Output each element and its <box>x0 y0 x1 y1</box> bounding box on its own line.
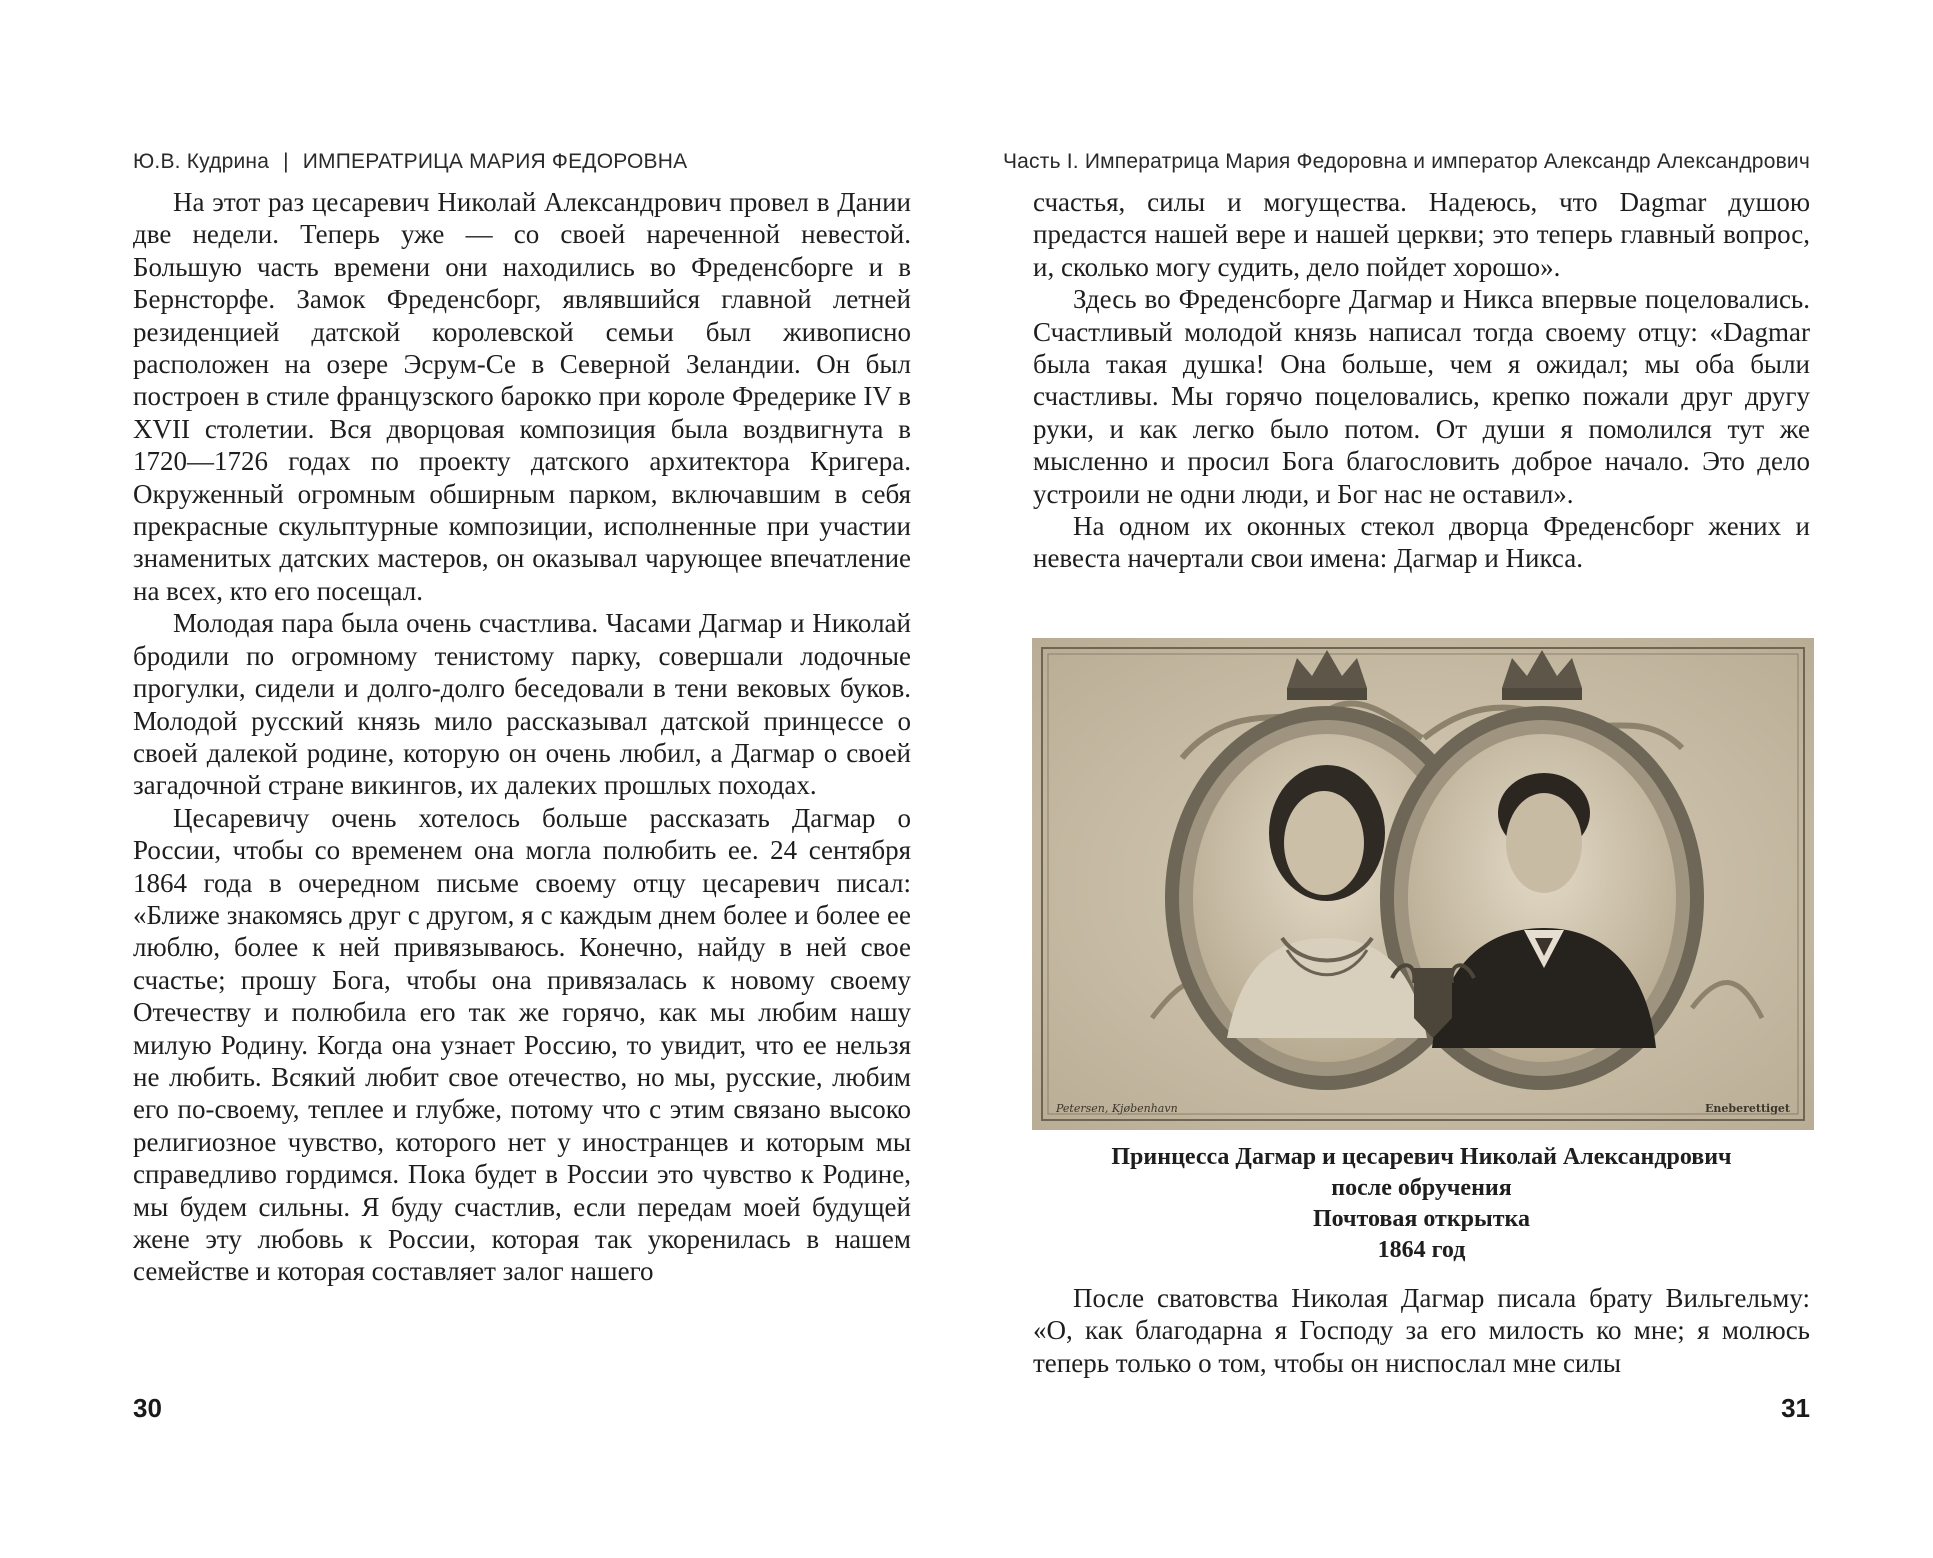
photo-imprint-left: Petersen, Kjøbenhavn <box>1056 1102 1178 1115</box>
left-body-text <box>133 186 911 1288</box>
paragraph: Здесь во Фреденсборге Дагмар и Никса впервые поцеловались. Счастливый молодой князь написал тогда своему отцу: «Dagmar была такая душка! Она больше, чем я ожидал; мы оба были счастливы. Мы горячо поцеловались, крепко пожали друг другу руки, и как легко было потом. От души я помолился тут же мысленно и просил Бога благословить доброе начало. Это дело устроили не одни люди, и Бог нас не оставил». <box>1033 284 1810 509</box>
paragraph: На одном их оконных стекол дворца Фреденсборг жених и невеста начертали свои имена: Дагмар и Никса. <box>1033 511 1810 574</box>
left-running-head <box>133 150 687 174</box>
photo-caption <box>1033 1142 1810 1266</box>
left-page <box>0 0 960 1558</box>
caption-line: 1864 год <box>1377 1237 1466 1263</box>
paragraph: На этот раз цесаревич Николай Александрович провел в Дании две недели. Теперь уже — со своей нареченной невестой. Большую часть времени они находились во Фреденсборге и в Бернсторфе. Замок Фреденсборг, являвшийся главной летней резиденцией датской королевской семьи был живописно расположен на озере Эсрум-Се в Северной Зеландии. Он был построен в стиле французского барокко при короле Фредерике IV в XVII столетии. Вся дворцовая композиция была воздвигнута в 1720—1726 годах по проекту датского архитектора Кригера. Окруженный огромным обширным парком, включавшим в себя прекрасные скульптурные композиции, исполненные при участии знаменитых датских мастеров, он оказывал чарующее впечатление на всех, кто его посещал. <box>133 187 911 606</box>
caption-line: после обручения <box>1331 1175 1512 1201</box>
postcard-illustration <box>1032 638 1814 1130</box>
running-head-separator: | <box>283 150 289 173</box>
paragraph: Цесаревичу очень хотелось больше рассказать Дагмар о России, чтобы со временем она могла полюбить ее. 24 сентября 1864 года в очередном письме своему отцу цесаревич писал: «Ближе знакомясь друг с другом, я с каждым днем более и более ее люблю, более к ней привязываюсь. Конечно, найду в ней свое счастье; прошу Бога, чтобы она привязалась к новому своему Отечеству и полюбила его так же горячо, как мы любим нашу милую Родину. Когда она узнает Россию, то увидит, что ее нельзя не любить. Всякий любит свое отечество, но мы, русские, любим его по-своему, теплее и глубже, потому что с этим связано высоко религиозное чувство, которого нет у иностранцев и которым мы справедливо гордимся. Пока будет в России это чувство к Родине, мы будем сильны. Я буду счастлив, если передам моей будущей жене эту любовь к России, которая так укоренилась в нашем семействе и которая составляет залог нашего <box>133 802 911 1287</box>
engagement-postcard-image <box>1032 638 1814 1130</box>
right-body-text-top <box>1033 186 1810 575</box>
book-title: ИМПЕРАТРИЦА МАРИЯ ФЕДОРОВНА <box>302 150 688 173</box>
right-body-text-bottom <box>1033 1282 1810 1379</box>
photo-imprint-right: Eneberettiget <box>1705 1102 1790 1115</box>
paragraph: Молодая пара была очень счастлива. Часами Дагмар и Николай бродили по огромному тенистому парку, совершали лодочные прогулки, сидели и долго-долго беседовали в тени вековых буков. Молодой русский князь мило рассказывал датской принцессе о своей далекой родине, которую он очень любил, а Дагмар о своей загадочной стране викингов, их далеких прошлых походах. <box>133 608 911 801</box>
page-number-right: 31 <box>1781 1393 1810 1423</box>
paragraph: После сватовства Николая Дагмар писала брату Вильгельму: «О, как благодарна я Господу за его милость ко мне; я молюсь теперь только о том, чтобы он ниспослал мне силы <box>1033 1283 1810 1378</box>
page-number-left: 30 <box>133 1393 162 1423</box>
caption-line: Принцесса Дагмар и цесаревич Николай Александрович <box>1111 1144 1732 1170</box>
author-name: Ю.В. Кудрина <box>133 150 270 173</box>
right-running-head: Часть I. Императрица Мария Федоровна и император Александр Александрович <box>1002 150 1810 173</box>
right-page <box>960 0 1933 1558</box>
caption-line: Почтовая открытка <box>1312 1206 1531 1232</box>
paragraph: счастья, силы и могущества. Надеюсь, что Dagmar душою предастся нашей вере и нашей церкви; это теперь главный вопрос, и, сколько могу судить, дело пойдет хорошо». <box>1033 187 1810 282</box>
